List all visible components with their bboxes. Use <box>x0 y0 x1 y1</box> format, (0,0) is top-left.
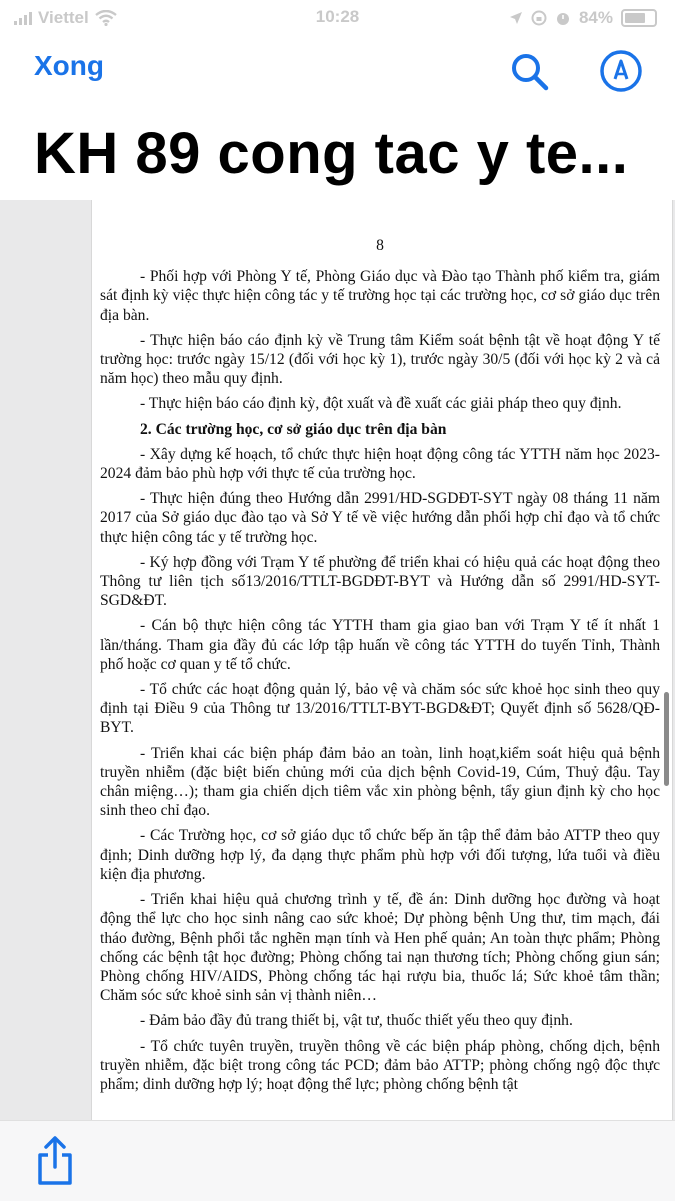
document-paragraph: - Thực hiện báo cáo định kỳ về Trung tâm Kiểm soát bệnh tật về hoạt động Y tế trường học: trước ngày 15/12 (đối với học kỳ 1), trước ngày 30/5 (đối với học kỳ 2 và cả năm học) theo mẫu quy định. <box>100 331 660 388</box>
document-paragraph: - Ký hợp đồng với Trạm Y tế phường để triển khai có hiệu quả các hoạt động theo Thông tư liên tịch số13/2016/TTLT-BGDĐT-BYT và Hướng dẫn số 2991/HD-SYT-SGD&ĐT. <box>100 553 660 610</box>
nav-bar <box>0 40 675 100</box>
page-number: 8 <box>376 237 384 254</box>
battery-level <box>625 13 645 23</box>
clock: 10:28 <box>315 7 360 26</box>
carrier-label: Viettel <box>38 8 89 27</box>
page-paragraphs <box>100 267 660 1094</box>
document-paragraph: - Thực hiện đúng theo Hướng dẫn 2991/HD-SGDĐT-SYT ngày 08 tháng 11 năm 2017 của Sở giáo dục đào tạo và Sở Y tế về việc hướng dẫn phối hợp chỉ đạo và tổ chức thực hiện công tác y tế trường học. <box>100 490 660 546</box>
document-paragraph: - Xây dựng kế hoạch, tổ chức thực hiện hoạt động công tác YTTH năm học 2023-2024 đảm bảo phù hợp với thực tế của trường học. <box>100 445 660 483</box>
section-heading: 2. Các trường học, cơ sở giáo dục trên địa bàn <box>140 420 447 438</box>
document-title: KH 89 cong tac y te... <box>34 121 629 186</box>
pdf-viewer[interactable] <box>0 200 675 1120</box>
share-button[interactable] <box>34 1135 76 1187</box>
status-bar <box>0 0 675 36</box>
document-paragraph: - Tổ chức các hoạt động quản lý, bảo vệ và chăm sóc sức khoẻ học sinh theo quy định tại Điều 9 của Thông tư 13/2016/TTLT-BYT-BGD&ĐT; Quyết định số 5628/QĐ-BYT. <box>100 681 660 737</box>
markup-pen-icon <box>598 48 644 94</box>
battery-icon <box>621 9 657 27</box>
document-paragraph: - Thực hiện báo cáo định kỳ, đột xuất và đề xuất các giải pháp theo quy định. <box>140 395 622 413</box>
markup-button[interactable] <box>598 48 644 94</box>
bottom-toolbar <box>0 1120 675 1201</box>
document-paragraph: - Các Trường học, cơ sở giáo dục tổ chức bếp ăn tập thể đảm bảo ATTP theo quy định; Dinh dưỡng hợp lý, đa dạng thực phẩm phù hợp với đối tượng, lứa tuổi và điều kiện địa phương. <box>100 827 660 883</box>
scroll-indicator[interactable] <box>664 692 669 786</box>
battery-percent: 84% <box>578 8 613 27</box>
document-paragraph: - Phối hợp với Phòng Y tế, Phòng Giáo dục và Đào tạo Thành phố kiểm tra, giám sát định kỳ việc thực hiện công tác y tế trường học tại các trường học, cơ sở giáo dục trên địa bàn. <box>100 268 660 324</box>
page-content <box>100 236 660 1100</box>
document-paragraph: - Cán bộ thực hiện công tác YTTH tham gia giao ban với Trạm Y tế ít nhất 1 lần/tháng. Tham gia đầy đủ các lớp tập huấn về công tác YTTH do tuyến Tỉnh, Thành phố hoặc cơ quan y tế tổ chức. <box>100 617 660 673</box>
pdf-page <box>92 200 672 1120</box>
document-paragraph: - Triển khai các biện pháp đảm bảo an toàn, linh hoạt,kiểm soát hiệu quả bệnh truyền nhiễm (đặc biệt biến chủng mới của dịch bệnh Covid-19, Cúm, Thuỷ đậu. Tay chân miệng…); tham gia chiến dịch tiêm vắc xin phòng bệnh, tẩy giun định kỳ cho học sinh theo chỉ đạo. <box>100 744 660 820</box>
search-icon <box>508 50 552 94</box>
document-paragraph: - Triển khai hiệu quả chương trình y tế, đề án: Dinh dưỡng học đường và hoạt động thể lực cho học sinh nâng cao sức khoẻ; Dự phòng bệnh Ung thư, tim mạch, đái tháo đường, Bệnh phổi tắc nghẽn mạn tính và Hen phế quản; An toàn thực phẩm; Phòng chống các bệnh tật học đường; Phòng chống tai nạn thương tích; Phòng chống giun sán; Phòng chống HIV/AIDS, Phòng chống tác hại rượu bia, thuốc lá; Sức khoẻ tâm thần; Chăm sóc sức khoẻ sinh sản vị thành niên… <box>100 891 660 1005</box>
done-button[interactable]: Xong <box>34 50 104 81</box>
document-paragraph: - Tổ chức tuyên truyền, truyền thông về các biện pháp phòng, chống dịch, bệnh truyền nhiễm, đặc biệt trong công tác PCD; đảm bảo ATTP; phòng chống ngộ độc thực phẩm; dinh dưỡng hợp lý; hoạt động thể lực; phòng chống bệnh tật <box>100 1037 660 1093</box>
share-icon <box>34 1135 76 1187</box>
search-button[interactable] <box>508 50 552 94</box>
document-paragraph: - Đảm bảo đầy đủ trang thiết bị, vật tư, thuốc thiết yếu theo quy định. <box>140 1012 573 1030</box>
